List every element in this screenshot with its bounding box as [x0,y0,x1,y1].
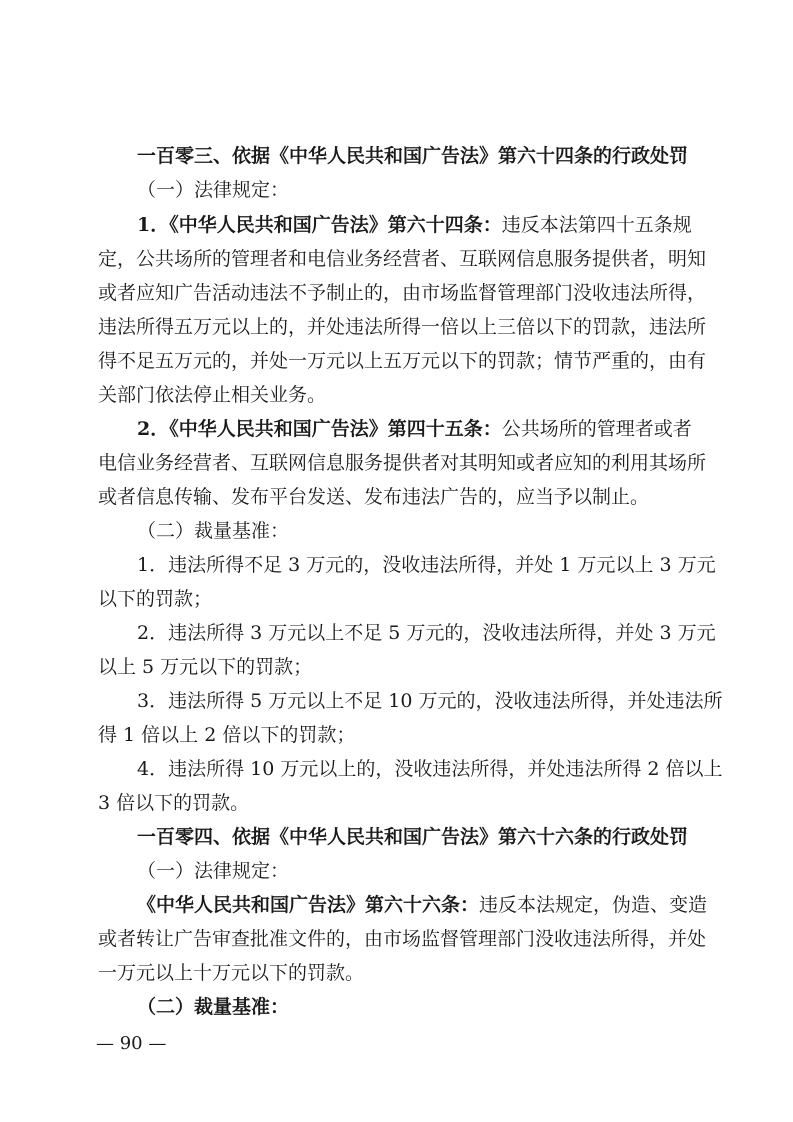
article-64-paragraph [137,208,692,242]
article-45-text: 公共场所的管理者或者 [501,418,692,440]
article-64-line: 得不足五万元的，并处一万元以上五万元以下的罚款；情节严重的，由有 [98,350,707,372]
section-heading-103: 一百零三、依据《中华人民共和国广告法》第六十四条的行政处罚 [137,145,689,167]
page-number: — 90 — [96,1033,167,1054]
article-66-text: 违反本法规定，伪造、变造 [479,894,708,916]
article-45-line: 或者信息传输、发布平台发送、发布违法广告的，应当予以制止。 [98,486,650,508]
article-64-label: 1．《中华人民共和国广告法》第六十四条： [137,214,502,236]
discretion-standard-title: （二）裁量基准： [137,520,290,542]
legal-provision-title: （一）法律规定： [137,860,290,882]
discretion-standard-title: （二）裁量基准： [137,996,290,1018]
standard-item-4: 4．违法所得 10 万元以上的，没收违法所得，并处违法所得 2 倍以上 [137,758,723,780]
article-45-line: 电信业务经营者、互联网信息服务提供者对其明知或者应知的利用其场所 [98,452,707,474]
standard-item-3: 3．违法所得 5 万元以上不足 10 万元的，没收违法所得，并处违法所 [137,690,723,712]
article-64-line: 或者应知广告活动违法不予制止的，由市场监督管理部门没收违法所得， [98,282,707,304]
article-45-paragraph [137,412,692,446]
legal-provision-title: （一）法律规定： [137,179,290,201]
standard-item-3-cont: 得 1 倍以上 2 倍以下的罚款； [98,724,356,746]
standard-item-1: 1．违法所得不足 3 万元的，没收违法所得，并处 1 万元以上 3 万元 [137,554,716,576]
article-66-line: 一万元以上十万元以下的罚款。 [98,962,365,984]
article-66-label: 《中华人民共和国广告法》第六十六条： [137,894,480,916]
section-heading-104: 一百零四、依据《中华人民共和国广告法》第六十六条的行政处罚 [137,826,689,848]
standard-item-2-cont: 以上 5 万元以下的罚款； [98,656,313,678]
standard-item-4-cont: 3 倍以下的罚款。 [98,792,250,814]
standard-item-2: 2．违法所得 3 万元以上不足 5 万元的，没收违法所得，并处 3 万元 [137,622,716,644]
article-66-paragraph [137,888,707,922]
article-64-line: 定，公共场所的管理者和电信业务经营者、互联网信息服务提供者，明知 [98,248,707,270]
article-64-text: 违反本法第四十五条规 [501,214,692,236]
article-64-line: 关部门依法停止相关业务。 [98,384,327,406]
standard-item-1-cont: 以下的罚款； [98,588,213,610]
article-66-line: 或者转让广告审查批准文件的，由市场监督管理部门没收违法所得，并处 [98,928,707,950]
article-64-line: 违法所得五万元以上的，并处违法所得一倍以上三倍以下的罚款，违法所 [98,316,707,338]
article-45-label: 2．《中华人民共和国广告法》第四十五条： [137,418,502,440]
